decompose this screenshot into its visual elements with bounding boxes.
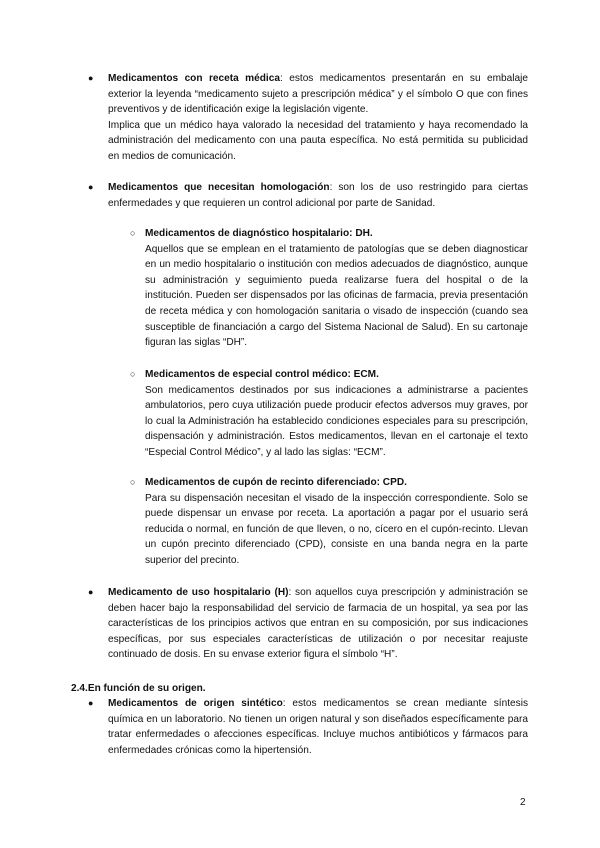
subitem-cpd (145, 475, 528, 569)
item-sintetico (108, 696, 528, 758)
item-receta-title: Medicamentos con receta médica (108, 73, 280, 84)
item-homologacion-title: Medicamentos que necesitan homologación (108, 182, 330, 193)
item-receta-text: : estos medicamentos presentarán en su embalaje exterior la leyenda “medicamento sujeto a prescripción médica” y el símbolo O que con fines preventivos y de identificación exige la legislación vigente. (108, 73, 528, 116)
page-number: 2 (520, 797, 526, 808)
item-receta (108, 71, 528, 165)
item-homologacion-paragraph (108, 180, 528, 211)
bullet-icon: ● (88, 698, 94, 708)
item-hospitalario-text: : son aquellos cuya prescripción y administración se deben hacer bajo la responsabilidad del servicio de farmacia de un hospital, ya sea por las características de los principios activos que entran en su composición, por sus indicaciones específicas, por sus especiales características de utilización o por necesitar reajuste continuado de dosis. En su envase exterior figura el símbolo “H”. (108, 587, 528, 661)
bullet-icon: ● (88, 182, 94, 192)
subitem-cpd-title: Medicamentos de cupón de recinto diferenciado: CPD. (145, 477, 407, 488)
subitem-ecm (145, 367, 528, 461)
item-hospitalario-paragraph (108, 585, 528, 663)
circle-bullet-icon: ○ (130, 369, 136, 379)
item-receta-paragraph-2: Implica que un médico haya valorado la necesidad del tratamiento y haya recomendado la administración del medicamento con una pauta específica. No está permitida su publicidad en medios de comunicación. (108, 119, 528, 162)
item-hospitalario-title: Medicamento de uso hospitalario (H) (108, 587, 289, 598)
subitem-dh-text: Aquellos que se emplean en el tratamiento de patologías que se deben diagnosticar en un medio hospitalario o institución con medios adecuados de diagnóstico, aunque su administración y seguimiento pueda realizarse fuera del hospital o de la institución. Pueden ser dispensados por las oficinas de farmacia, previa presentación de receta médica y con homologación sanitaria o visado de inspección (cuando sea susceptible de financiación a cargo del Sistema Nacional de Salud). En su cartonaje figuran las siglas “DH”. (145, 243, 528, 349)
item-homologacion-text: : son los de uso restringido para ciertas enfermedades y que requieren un control adicional por parte de Sanidad. (108, 182, 528, 209)
bullet-icon: ● (88, 587, 94, 597)
subitem-ecm-text: Son medicamentos destinados por sus indicaciones a administrarse a pacientes ambulatorios, pero cuya utilización puede producir efectos adversos muy graves, por lo cual la Administración ha establecido condiciones especiales para su prescripción, dispensación y administración. Estos medicamentos, llevan en el cartonaje el texto “Especial Control Médico”, y al lado las siglas: “ECM”. (145, 384, 528, 458)
item-receta-paragraph (108, 71, 528, 118)
subitem-dh (145, 226, 528, 351)
item-homologacion (108, 180, 528, 211)
circle-bullet-icon: ○ (130, 477, 136, 487)
subitem-cpd-text: Para su dispensación necesitan el visado de la inspección correspondiente. Solo se puede dispensar un envase por receta. La aportación a pagar por el usuario será reducida o normal, en función de que lleven, o no, cícero en el cupón-recinto. Llevan un cupón precinto diferenciado (CPD), consiste en una banda negra en la parte superior del precinto. (145, 492, 528, 566)
subitem-dh-title: Medicamentos de diagnóstico hospitalario: DH. (145, 228, 373, 239)
bullet-icon: ● (88, 73, 94, 83)
item-sintetico-text: : estos medicamentos se crean mediante síntesis química en un laboratorio. No tienen un origen natural y son diseñados específicamente para tratar enfermedades o afecciones específicas. Incluye muchos antibióticos y fármacos para enfermedades crónicas como la hipertensión. (108, 698, 528, 756)
circle-bullet-icon: ○ (130, 228, 136, 238)
section-heading: 2.4.En función de su origen. (71, 683, 206, 694)
item-sintetico-paragraph (108, 696, 528, 758)
subitem-ecm-title: Medicamentos de especial control médico: ECM. (145, 369, 379, 380)
item-sintetico-title: Medicamentos de origen sintético (108, 698, 283, 709)
item-hospitalario (108, 585, 528, 663)
